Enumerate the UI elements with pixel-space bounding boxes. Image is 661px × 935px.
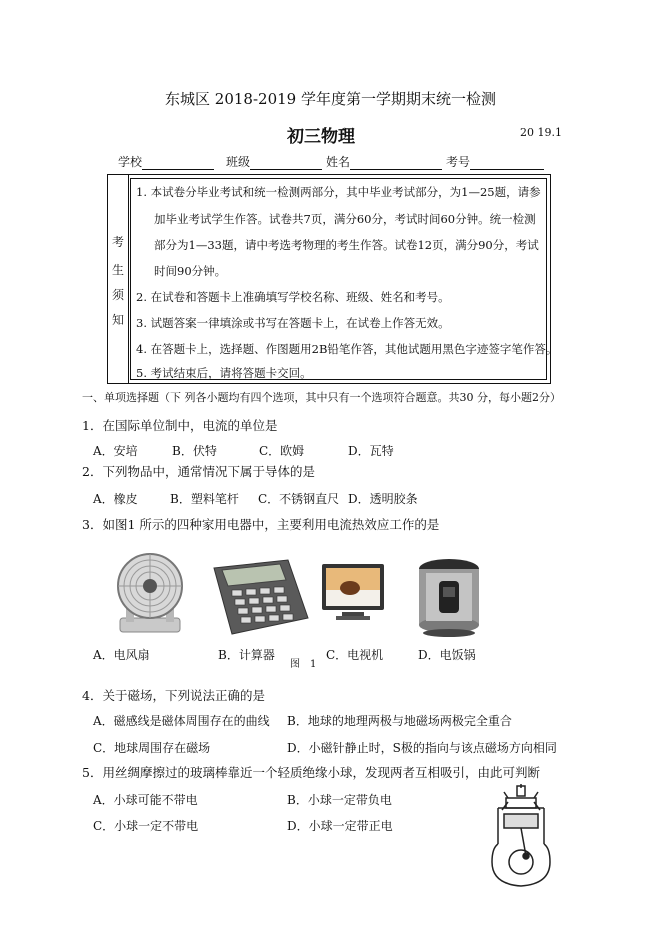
notice-line: 4. 在答题卡上，选择题、作图题用2B铅笔作答，其他试题用黑色字迹签字笔作答。 (136, 342, 558, 356)
electric-fan-image (110, 548, 190, 638)
name-blank (350, 157, 442, 170)
calculator-image (210, 558, 310, 636)
q3-option-c: C．电视机 (326, 648, 384, 662)
question-3-stem: 3．如图1 所示的四种家用电器中，主要利用电流热效应工作的是 (82, 517, 440, 532)
school-label: 学校 (118, 155, 143, 169)
rice-cooker-image (414, 555, 484, 639)
q2-option-a: A．橡皮 (93, 492, 138, 506)
q2-option-c: C．不锈钢直尺 (258, 492, 340, 506)
q5-option-c: C．小球一定不带电 (93, 819, 199, 833)
q4-option-c: C．地球周围存在磁场 (93, 741, 211, 755)
q4-option-b: B．地球的地理两极与地磁场两极完全重合 (287, 714, 512, 728)
class-field (226, 153, 322, 170)
engine-cylinder-diagram (488, 784, 554, 890)
q3-option-d: D．电饭锅 (418, 648, 476, 662)
question-2-stem: 2．下列物品中，通常情况下属于导体的是 (82, 464, 315, 479)
class-label: 班级 (226, 155, 251, 169)
notice-content (130, 178, 558, 380)
notice-line: 加毕业考试学生作答。试卷共7页，满分60分，考试时间60分钟。统一检测 (154, 212, 536, 226)
notice-line: 2. 在试卷和答题卡上准确填写学校名称、班级、姓名和考号。 (136, 290, 450, 304)
notice-side-label (108, 175, 129, 383)
side-char: 知 (112, 313, 125, 327)
candidate-notice-box (107, 174, 558, 384)
name-field (326, 153, 442, 170)
side-char: 须 (112, 288, 125, 302)
q5-option-d: D．小球一定带正电 (287, 819, 393, 833)
q4-option-d: D．小磁针静止时，S极的指向与该点磁场方向相同 (287, 741, 557, 755)
question-5-stem: 5．用丝绸摩擦过的玻璃棒靠近一个轻质绝缘小球，发现两者互相吸引，由此可判断 (82, 765, 540, 780)
question-4-stem: 4．关于磁场，下列说法正确的是 (82, 688, 265, 703)
question-1-stem: 1．在国际单位制中，电流的单位是 (82, 418, 278, 433)
notice-line: 时间90分钟。 (154, 264, 227, 278)
notice-line: 3. 试题答案一律填涂或书写在答题卡上，在试卷上作答无效。 (136, 316, 450, 330)
exam-no-blank (470, 157, 544, 170)
television-image (320, 560, 386, 626)
exam-no-label: 考号 (446, 155, 471, 169)
q2-option-d: D．透明胶条 (348, 492, 418, 506)
q2-option-b: B．塑料笔杆 (170, 492, 239, 506)
q4-option-a: A．磁感线是磁体周围存在的曲线 (93, 714, 270, 728)
section-heading: 一、单项选择题（下 列各小题均有四个选项，其中只有一个选项符合题意。共30 分，每小题2分） (82, 391, 561, 404)
side-char: 考 (112, 235, 125, 249)
exam-title: 东城区 2018-2019 学年度第一学期期末统一检测 (165, 90, 496, 108)
school-blank (142, 157, 214, 170)
q1-option-b: B．伏特 (172, 444, 217, 458)
q1-option-d: D．瓦特 (348, 444, 394, 458)
exam-no-field (446, 153, 544, 170)
exam-date: 20 19.1 (520, 126, 562, 139)
name-label: 姓名 (326, 155, 351, 169)
notice-line: 5. 考试结束后，请将答题卡交回。 (136, 366, 312, 380)
q5-option-b: B．小球一定带负电 (287, 793, 392, 807)
subject-title: 初三物理 (287, 127, 355, 147)
class-blank (250, 157, 322, 170)
q1-option-a: A．安培 (93, 444, 138, 458)
notice-line: 1. 本试卷分毕业考试和统一检测两部分，其中毕业考试部分，为1—25题，请参 (136, 185, 541, 199)
q1-option-c: C．欧姆 (259, 444, 305, 458)
q5-option-a: A．小球可能不带电 (93, 793, 198, 807)
q3-option-b: B．计算器 (218, 648, 275, 662)
school-field (118, 153, 214, 170)
q3-option-a: A．电风扇 (93, 648, 150, 662)
notice-line: 部分为1—33题，请中考选考物理的考生作答。试卷12页，满分90分，考试 (154, 238, 539, 252)
figure-1-caption: 图 1 (290, 659, 317, 670)
side-char: 生 (112, 263, 125, 277)
